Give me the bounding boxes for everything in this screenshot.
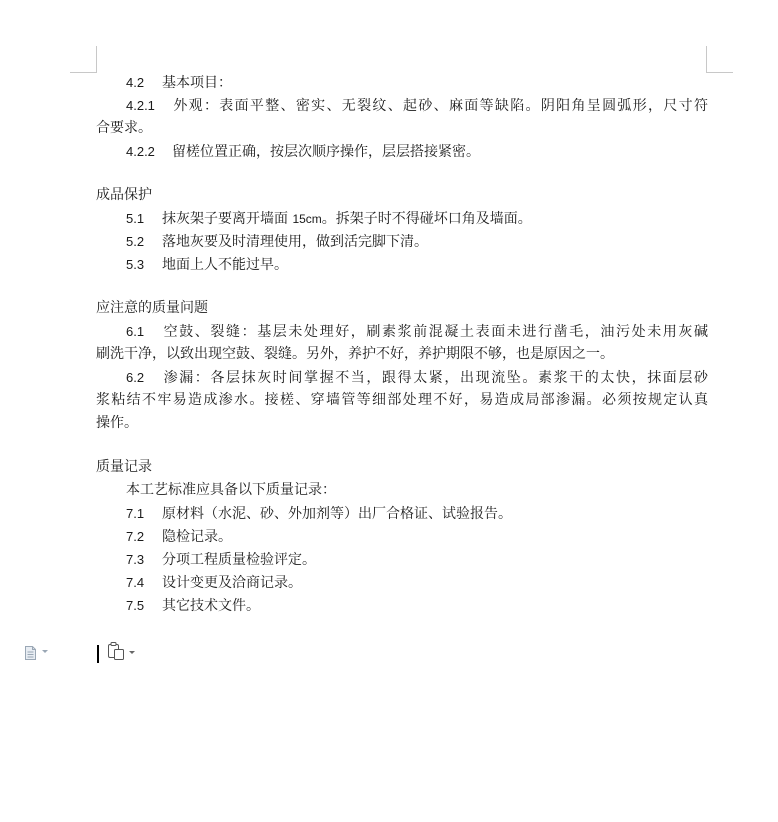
item-number: 7.1	[126, 506, 145, 521]
item-text: 其它技术文件。	[162, 598, 260, 614]
blank-line	[96, 435, 708, 456]
item-text: 落地灰要及时清理使用，做到活完脚下清。	[162, 234, 428, 250]
item-text: 留槎位置正确，按层次顺序操作，层层搭接紧密。	[172, 144, 480, 160]
item-text: 空鼓、裂缝：基层未处理好，刷素浆前混凝土表面未进行凿毛，油污处未用灰碱	[162, 324, 708, 340]
item-number: 5.2	[126, 234, 145, 249]
item-number: 6.2	[126, 370, 145, 385]
item-number: 4.2.1	[126, 98, 155, 113]
item-number: 6.1	[126, 324, 145, 339]
paste-options-icon[interactable]	[107, 641, 127, 661]
item-text: 渗漏：各层抹灰时间掌握不当，跟得太紧，出现流坠。素浆干的太快，抹面层砂	[162, 370, 708, 386]
item-6-2-line1	[96, 366, 708, 389]
item-text: 设计变更及洽商记录。	[162, 575, 302, 591]
item-4-2	[96, 71, 708, 94]
item-4-2-1-line2: 合要求。	[96, 120, 152, 136]
item-text: 。拆架子时不得碰坏口角及墙面。	[321, 211, 532, 227]
top-left-crop-mark	[70, 46, 97, 73]
blank-line	[96, 276, 708, 297]
item-4-2-2	[96, 140, 708, 163]
item-6-2-line2: 浆粘结不牢易造成渗水。接槎、穿墙管等细部处理不好，易造成局部渗漏。必须按规定认真	[96, 392, 708, 408]
item-6-1-line1	[96, 320, 708, 343]
item-7-1	[96, 502, 708, 525]
item-number: 7.2	[126, 529, 145, 544]
item-text: 分项工程质量检验评定。	[162, 552, 316, 568]
item-5-2	[96, 230, 708, 253]
item-5-1	[96, 207, 708, 230]
item-7-5	[96, 594, 708, 617]
chevron-down-icon[interactable]	[129, 651, 135, 654]
item-7-4	[96, 571, 708, 594]
item-text: 地面上人不能过早。	[162, 257, 288, 273]
item-number: 4.2.2	[126, 144, 155, 159]
item-number: 7.3	[126, 552, 145, 567]
quality-records-intro: 本工艺标准应具备以下质量记录：	[126, 482, 336, 498]
document-page-icon[interactable]	[25, 646, 36, 660]
text-cursor	[97, 645, 99, 663]
item-number: 7.5	[126, 598, 145, 613]
item-6-1-line2: 刷洗干净，以致出现空鼓、裂缝。另外，养护不好，养护期限不够，也是原因之一。	[96, 346, 614, 362]
item-text: 原材料（水泥、砂、外加剂等）出厂合格证、试验报告。	[162, 506, 512, 522]
section-heading-quality-records: 质量记录	[96, 459, 152, 475]
item-number: 5.1	[126, 211, 145, 226]
blank-line	[96, 163, 708, 184]
item-text-measure: 15cm	[292, 212, 322, 226]
item-text: 基本项目：	[162, 75, 232, 91]
item-6-2-line3: 操作。	[96, 415, 138, 431]
section-heading-product-protection: 成品保护	[96, 187, 152, 203]
item-number: 7.4	[126, 575, 145, 590]
item-number: 5.3	[126, 257, 145, 272]
item-text: 隐检记录。	[162, 529, 232, 545]
item-text: 外观：表面平整、密实、无裂纹、起砂、麻面等缺陷。阴阳角呈圆弧形，尺寸符	[172, 98, 708, 114]
item-4-2-1-line1	[96, 94, 708, 117]
item-5-3	[96, 253, 708, 276]
item-number: 4.2	[126, 75, 145, 90]
item-7-2	[96, 525, 708, 548]
section-heading-quality-issues: 应注意的质量问题	[96, 300, 208, 316]
chevron-down-icon[interactable]	[42, 650, 48, 653]
item-7-3	[96, 548, 708, 571]
document-body[interactable]	[96, 71, 708, 617]
item-text: 抹灰架子要离开墙面	[162, 211, 293, 227]
top-right-crop-mark	[706, 46, 733, 73]
